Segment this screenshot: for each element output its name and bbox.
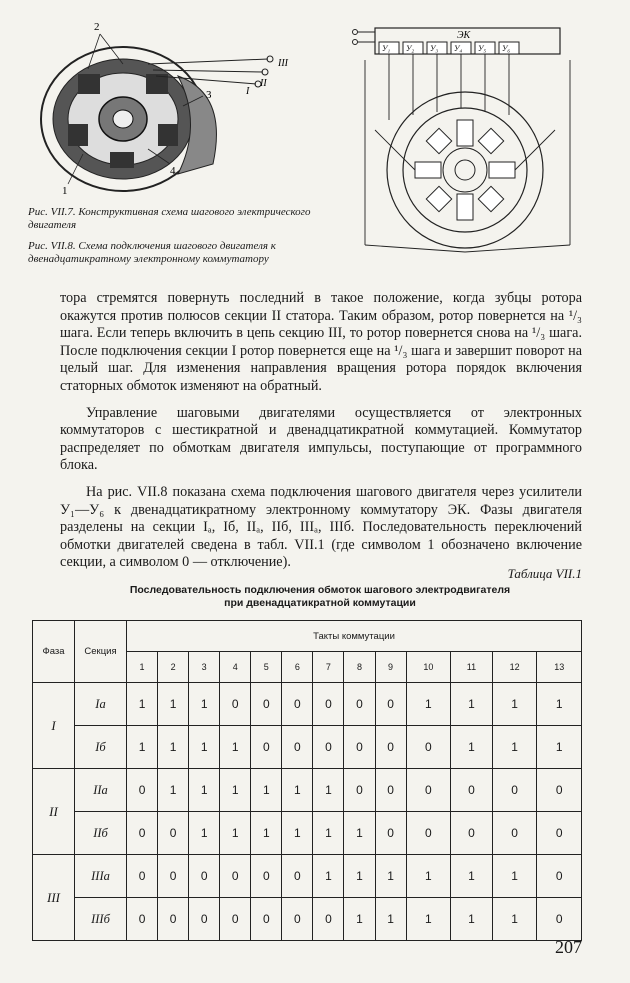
paragraph-3: На рис. VII.8 показана схема подключения шагового двигателя через усилители У₁—У₆ к двенадцатикратному электронному коммутатору ЭК. Фазы двигателя разделены на секции Iₐ, Iб, IIₐ, IIб, IIIₐ, IIIб. Последовательность переключений обмотки двигателей сведена в табл. VII.1 (где символом 1 обозначено включение секции, а символом 0 — отключение). bbox=[60, 483, 582, 571]
value-cell: 1 bbox=[282, 769, 313, 812]
value-cell: 0 bbox=[127, 812, 158, 855]
value-cell: 1 bbox=[189, 726, 220, 769]
value-cell: 0 bbox=[537, 855, 582, 898]
value-cell: 0 bbox=[220, 898, 251, 941]
value-cell: 0 bbox=[492, 769, 537, 812]
value-cell: 0 bbox=[313, 726, 344, 769]
value-cell: 0 bbox=[251, 898, 282, 941]
value-cell: 1 bbox=[451, 726, 493, 769]
cycle-number: 8 bbox=[344, 652, 375, 683]
value-cell: 1 bbox=[406, 855, 451, 898]
cycle-number: 3 bbox=[189, 652, 220, 683]
amplifier-3-label: У₃ bbox=[430, 44, 439, 53]
value-cell: 1 bbox=[492, 726, 537, 769]
value-cell: 1 bbox=[189, 812, 220, 855]
table-row bbox=[33, 769, 582, 812]
cycle-number: 10 bbox=[406, 652, 451, 683]
value-cell: 1 bbox=[251, 769, 282, 812]
value-cell: 1 bbox=[451, 898, 493, 941]
value-cell: 0 bbox=[406, 726, 451, 769]
connection-scheme-figure bbox=[345, 20, 585, 270]
value-cell: 0 bbox=[537, 769, 582, 812]
value-cell: 0 bbox=[406, 769, 451, 812]
value-cell: 0 bbox=[220, 683, 251, 726]
value-cell: 0 bbox=[375, 683, 406, 726]
header-cycles: Такты коммутации bbox=[127, 621, 582, 652]
value-cell: 1 bbox=[189, 769, 220, 812]
value-cell: 0 bbox=[282, 855, 313, 898]
figure-7-caption: Рис. VII.7. Конструктивная схема шагового электрического двигателя bbox=[28, 206, 311, 231]
cycle-number: 11 bbox=[451, 652, 493, 683]
value-cell: 0 bbox=[251, 855, 282, 898]
section-cell: IIа bbox=[75, 769, 127, 812]
value-cell: 1 bbox=[127, 726, 158, 769]
value-cell: 1 bbox=[344, 898, 375, 941]
cycle-number: 6 bbox=[282, 652, 313, 683]
value-cell: 0 bbox=[127, 769, 158, 812]
cycle-number: 1 bbox=[127, 652, 158, 683]
phase-cell: III bbox=[33, 855, 75, 941]
value-cell: 1 bbox=[406, 683, 451, 726]
cycle-number: 7 bbox=[313, 652, 344, 683]
amplifier-4-label: У₄ bbox=[454, 44, 463, 53]
table-row bbox=[33, 683, 582, 726]
table-body bbox=[33, 683, 582, 941]
section-cell: IIб bbox=[75, 812, 127, 855]
amplifier-2-label: У₂ bbox=[406, 44, 415, 53]
amplifier-6-label: У₆ bbox=[502, 44, 511, 53]
value-cell: 0 bbox=[344, 683, 375, 726]
label-1: 1 bbox=[62, 185, 68, 197]
value-cell: 0 bbox=[158, 898, 189, 941]
table-row bbox=[33, 898, 582, 941]
value-cell: 1 bbox=[158, 769, 189, 812]
value-cell: 0 bbox=[451, 812, 493, 855]
value-cell: 1 bbox=[406, 898, 451, 941]
value-cell: 1 bbox=[251, 812, 282, 855]
value-cell: 1 bbox=[344, 812, 375, 855]
value-cell: 0 bbox=[127, 855, 158, 898]
value-cell: 0 bbox=[375, 726, 406, 769]
value-cell: 1 bbox=[375, 855, 406, 898]
value-cell: 0 bbox=[158, 855, 189, 898]
section-cell: Iб bbox=[75, 726, 127, 769]
value-cell: 0 bbox=[251, 683, 282, 726]
table-title-line-2: при двенадцатикратной коммутации bbox=[224, 597, 416, 609]
value-cell: 1 bbox=[220, 726, 251, 769]
value-cell: 1 bbox=[313, 855, 344, 898]
value-cell: 0 bbox=[282, 683, 313, 726]
table-title bbox=[60, 584, 580, 610]
value-cell: 0 bbox=[451, 769, 493, 812]
value-cell: 0 bbox=[189, 898, 220, 941]
value-cell: 0 bbox=[375, 769, 406, 812]
section-cell: IIIа bbox=[75, 855, 127, 898]
value-cell: 0 bbox=[251, 726, 282, 769]
page-number: 207 bbox=[555, 937, 582, 957]
value-cell: 1 bbox=[189, 683, 220, 726]
paragraph-1: тора стремятся повернуть последний в такое положение, когда зубцы ротора окажутся против полюсов секции II статора. Таким образом, ротор повернется на ¹/₃ шага. Если теперь включить в цепь секцию III, то ротор повернется снова на ¹/₃ шага. После подключения секции I ротор повернется еще на ¹/₃ шага и завершит поворот на целый шаг. Для изменения направления вращения ротора порядок включения статорных обмоток изменяют на обратный. bbox=[60, 290, 582, 394]
table-label: Таблица VII.1 bbox=[507, 566, 582, 581]
value-cell: 0 bbox=[189, 855, 220, 898]
section-cell: IIIб bbox=[75, 898, 127, 941]
body-text bbox=[60, 290, 582, 581]
value-cell: 1 bbox=[451, 683, 493, 726]
label-4: 4 bbox=[170, 165, 176, 177]
phase-cell: II bbox=[33, 769, 75, 855]
phase-cell: I bbox=[33, 683, 75, 769]
paragraph-2: Управление шаговыми двигателями осуществляется от электронных коммутаторов с шестикратной и двенадцатикратной коммутацией. Коммутатор распределяет по обмоткам двигателя импульсы, поступающие от программного блока. bbox=[60, 404, 582, 474]
value-cell: 0 bbox=[492, 812, 537, 855]
figure-8-caption: Рис. VII.8. Схема подключения шагового двигателя к двенадцатикратному электронному коммутатору bbox=[28, 240, 276, 265]
table-row bbox=[33, 726, 582, 769]
cycle-number: 9 bbox=[375, 652, 406, 683]
cycle-number: 12 bbox=[492, 652, 537, 683]
value-cell: 1 bbox=[313, 769, 344, 812]
value-cell: 0 bbox=[313, 898, 344, 941]
value-cell: 1 bbox=[127, 683, 158, 726]
value-cell: 1 bbox=[537, 683, 582, 726]
value-cell: 1 bbox=[344, 855, 375, 898]
value-cell: 1 bbox=[375, 898, 406, 941]
label-2: 2 bbox=[94, 21, 100, 33]
value-cell: 1 bbox=[220, 812, 251, 855]
commutator-label: ЭК bbox=[457, 30, 471, 41]
value-cell: 0 bbox=[375, 812, 406, 855]
value-cell: 0 bbox=[220, 855, 251, 898]
value-cell: 1 bbox=[158, 726, 189, 769]
value-cell: 1 bbox=[492, 855, 537, 898]
value-cell: 0 bbox=[537, 898, 582, 941]
value-cell: 0 bbox=[406, 812, 451, 855]
amplifier-5-label: У₅ bbox=[478, 44, 487, 53]
motor-construction-figure bbox=[28, 14, 308, 200]
value-cell: 1 bbox=[158, 683, 189, 726]
cycle-number: 13 bbox=[537, 652, 582, 683]
value-cell: 1 bbox=[537, 726, 582, 769]
value-cell: 1 bbox=[492, 683, 537, 726]
label-III: III bbox=[278, 58, 288, 69]
commutation-table bbox=[32, 620, 582, 941]
table-row bbox=[33, 855, 582, 898]
value-cell: 0 bbox=[127, 898, 158, 941]
value-cell: 0 bbox=[537, 812, 582, 855]
value-cell: 1 bbox=[220, 769, 251, 812]
value-cell: 1 bbox=[451, 855, 493, 898]
table-row bbox=[33, 812, 582, 855]
value-cell: 1 bbox=[492, 898, 537, 941]
table-title-line-1: Последовательность подключения обмоток шагового электродвигателя bbox=[129, 584, 511, 596]
cycle-number: 5 bbox=[251, 652, 282, 683]
header-phase: Фаза bbox=[33, 621, 75, 683]
value-cell: 1 bbox=[282, 812, 313, 855]
label-3: 3 bbox=[206, 89, 212, 101]
label-II: II bbox=[260, 78, 267, 89]
value-cell: 0 bbox=[158, 812, 189, 855]
value-cell: 1 bbox=[313, 812, 344, 855]
label-I: I bbox=[246, 86, 250, 97]
value-cell: 0 bbox=[344, 726, 375, 769]
header-section: Секция bbox=[75, 621, 127, 683]
value-cell: 0 bbox=[282, 726, 313, 769]
value-cell: 0 bbox=[344, 769, 375, 812]
amplifier-1-label: У₁ bbox=[382, 44, 391, 53]
cycle-number: 2 bbox=[158, 652, 189, 683]
cycle-number: 4 bbox=[220, 652, 251, 683]
value-cell: 0 bbox=[313, 683, 344, 726]
section-cell: Iа bbox=[75, 683, 127, 726]
value-cell: 0 bbox=[282, 898, 313, 941]
